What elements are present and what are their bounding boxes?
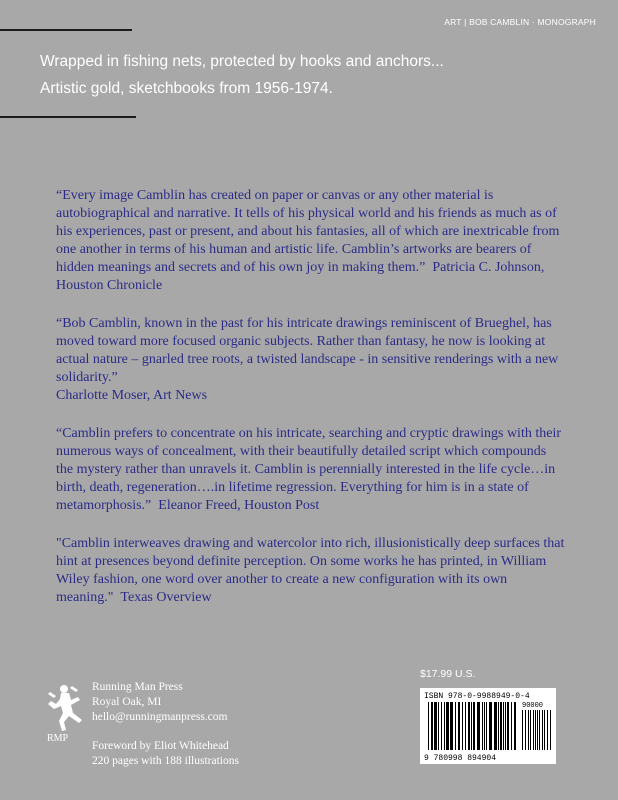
ean-bars [428,702,516,750]
barcode-bar [547,710,548,750]
barcode-bar [514,702,516,750]
barcode-bar [503,702,504,750]
quote-source: Texas Overview [120,590,212,605]
barcode-bar [462,702,463,750]
quote-text: “Every image Camblin has created on paper or canvas or any other material is autobiographical and narrative. It tells of his physical world and his friends as much as of his experiences, past or present, and about his fantasies, all of which are inextricable from one another in terms of his human and artistic life. Camblin’s artworks are bearers of hidden meanings and secrets and of his own joy in making them.” [56,188,560,275]
isbn-barcode [420,688,556,764]
addon-bars [522,710,551,750]
quote-block [56,315,566,405]
barcode-bar [471,702,472,750]
barcode-bar [550,710,551,750]
running-man-logo-icon [42,682,86,732]
quote-block [56,535,566,607]
barcode-bar [450,702,453,750]
tagline-divider [0,116,136,118]
top-divider [0,29,132,31]
barcode-bar [468,702,470,750]
barcode-bar [484,702,485,750]
barcode-bar [525,710,526,750]
barcode-bar [511,702,512,750]
quote-text: "Camblin interweaves drawing and watercolor into rich, illusionistically deep surfaces that hint at presences beyond definite perception. On some works he has printed, in William Wiley fashion, one word over another to create a new configuration with its own meaning." [56,536,565,605]
tagline-line-1: Wrapped in fishing nets, protected by hooks and anchors... [40,53,444,70]
publisher-info [92,680,239,769]
barcode-bar [542,710,543,750]
barcode-bar [498,702,499,750]
publisher-location: Royal Oak, MI [92,696,162,708]
barcode-bar [494,702,497,750]
barcode-bar [473,702,475,750]
barcode-bar [482,702,483,750]
barcode-bar [486,702,487,750]
barcode-bar [441,702,442,750]
barcode-bar [434,702,437,750]
barcode-bar [444,702,445,750]
barcode-bar [431,702,433,750]
spacer [92,725,239,739]
tagline [40,48,600,102]
tagline-line-2: Artistic gold, sketchbooks from 1956-1974. [40,80,333,97]
barcode-bar [539,710,540,750]
isbn-text: ISBN 978-0-9988949-0-4 [424,692,530,701]
barcode-bar [489,702,492,750]
quote-block [56,425,566,515]
publisher-email[interactable]: hello@runningmanpress.com [92,711,228,723]
quote-source: Patricia C. Johnson, Houston Chronicle [56,260,545,293]
barcode-bar [428,702,429,750]
barcode-bar [537,710,538,750]
barcode-bar [535,710,536,750]
quote-source: Charlotte Moser, Art News [56,388,208,403]
foreword-credit: Foreword by Eliot Whitehead [92,740,229,752]
barcode-bar [438,702,439,750]
barcode-bar [458,702,460,750]
ean-digits: 9 780998 894904 [424,754,497,763]
barcode-bar [446,702,449,750]
quote-source: Eleanor Freed, Houston Post [158,498,320,513]
barcode-bar [500,702,502,750]
category-label: ART | BOB CAMBLIN · MONOGRAPH [444,17,596,27]
barcode-bar [507,702,509,750]
barcode-bar [528,710,529,750]
logo-label: RMP [47,733,69,744]
review-quotes [56,187,566,627]
barcode-bar [505,702,506,750]
barcode-bar [530,710,531,750]
publisher-name: Running Man Press [92,681,183,693]
addon-digits: 90000 [522,702,544,710]
quote-text: “Bob Camblin, known in the past for his intricate drawings reminiscent of Brueghel, has moved toward more focused organic subjects. Rather than fantasy, he now is looking at actual nature – gnarled tree roots, a twisted landscape - in sensitive renderings with a new solidarity.” [56,316,559,385]
quote-text: “Camblin prefers to concentrate on his intricate, searching and cryptic drawings with their numerous ways of concealment, with their beautifully detailed script which compounds the mystery rather than unravels it. Camblin is perennially interested in the life cycle…in birth, death, regeneration….in lifetime regression. Everything for him is in a state of metamorphosis.” [56,426,561,513]
price-label: $17.99 U.S. [420,668,476,680]
page-count: 220 pages with 188 illustrations [92,755,239,767]
barcode-bar [522,710,523,750]
barcode-bar [533,710,534,750]
barcode-graphic [420,688,556,764]
barcode-bar [477,702,480,750]
barcode-bar [544,710,545,750]
quote-block [56,187,566,295]
barcode-bar [455,702,456,750]
barcode-bar [465,702,466,750]
